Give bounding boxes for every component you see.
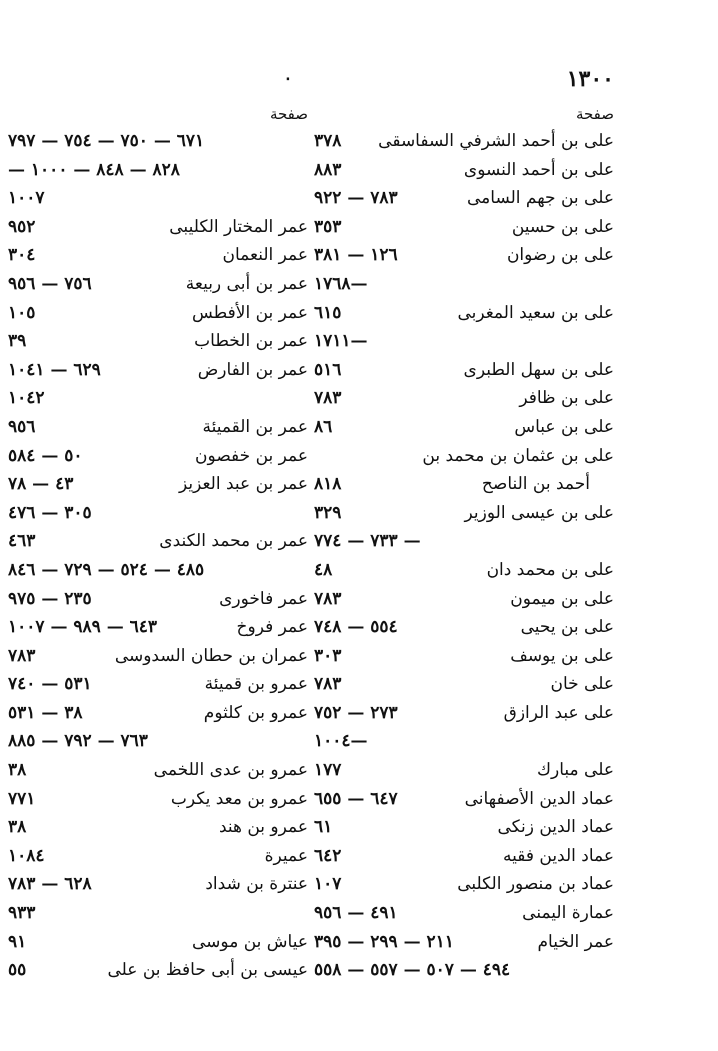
entry-pages: —١٠٠٤ xyxy=(314,731,368,752)
index-entry xyxy=(8,527,308,556)
index-entry xyxy=(314,299,614,328)
index-entry xyxy=(314,699,614,728)
index-entry xyxy=(314,613,614,642)
entry-pages: ٣٨ — ٥٣١ xyxy=(8,702,83,723)
index-entry xyxy=(314,384,614,413)
entry-pages: ٥٥ xyxy=(8,960,27,981)
entry-pages: ٧٨٣ — ٩٢٢ xyxy=(314,188,398,209)
index-entry xyxy=(314,756,614,785)
index-entry xyxy=(314,499,614,528)
entry-pages: ٨٨٣ xyxy=(314,159,342,180)
index-entry xyxy=(8,413,308,442)
index-entry xyxy=(8,184,308,213)
entry-pages: ٥٠ — ٥٨٤ xyxy=(8,445,83,466)
index-entry xyxy=(8,670,308,699)
index-entry xyxy=(8,642,308,671)
entry-pages: ٣٧٨ xyxy=(314,131,342,151)
entry-pages: ٧٥٦ — ٩٥٦ xyxy=(8,273,92,294)
index-entry xyxy=(314,184,614,213)
index-entry xyxy=(314,870,614,899)
entry-name: على بن سهل الطبرى xyxy=(463,359,614,380)
entry-pages: ٥٥٤ — ٧٤٨ xyxy=(314,617,398,638)
entry-pages: ١٠٨٤ xyxy=(8,845,45,866)
entry-name: عمر بن الخطاب xyxy=(194,331,308,352)
entry-name: عمرو بن معد يكرب xyxy=(170,788,308,809)
entry-pages: ٦١ xyxy=(314,817,333,838)
entry-pages: ٣٠٤ xyxy=(8,245,36,266)
page-mark: ٠ xyxy=(282,66,294,91)
index-entry xyxy=(8,384,308,413)
entry-pages: ٨٦ xyxy=(314,416,333,437)
index-entry xyxy=(314,327,614,356)
entry-name: على بن سعيد المغربى xyxy=(457,302,614,323)
entry-name: على بن أحمد النسوى xyxy=(463,159,614,180)
entry-pages: ٧٨٣ xyxy=(314,674,342,695)
entry-pages: ٤٦٣ xyxy=(8,531,36,552)
right-column-header: صفحة xyxy=(575,105,614,123)
entry-name: على مبارك xyxy=(537,760,614,781)
entry-name: على بن يحيى xyxy=(520,617,614,638)
entry-name: على بن حسين xyxy=(511,216,614,237)
index-entry xyxy=(314,270,614,299)
entry-name: عمران بن حطان السدوسى xyxy=(114,645,308,666)
entry-name: على عبد الرازق xyxy=(503,702,614,723)
index-entry xyxy=(314,585,614,614)
entry-name: على بن عيسى الوزير xyxy=(464,502,614,523)
index-entry xyxy=(314,127,614,156)
entry-name: عنترة بن شداد xyxy=(205,874,308,895)
entry-pages: ٥١٦ xyxy=(314,359,342,380)
left-column-lines xyxy=(8,127,308,985)
entry-name: عمر فروخ xyxy=(236,617,308,638)
entry-name: على بن أحمد الشرفي السفاسقى xyxy=(378,131,614,151)
index-entry xyxy=(8,270,308,299)
entry-pages: ٣٢٩ xyxy=(314,502,342,523)
entry-name: عمر بن خفصون xyxy=(195,445,308,466)
entry-name: عمر الخيام xyxy=(537,931,614,952)
index-entry xyxy=(8,756,308,785)
index-entry xyxy=(8,699,308,728)
entry-pages: ٩٥٢ xyxy=(8,216,36,237)
entry-pages: ٦٢٨ — ٧٨٣ xyxy=(8,874,92,895)
index-entry xyxy=(8,356,308,385)
entry-pages: ٣٨ xyxy=(8,817,27,838)
index-entry xyxy=(8,442,308,471)
entry-pages: ٦١٥ xyxy=(314,302,342,323)
index-entry xyxy=(314,899,614,928)
index-entry xyxy=(8,842,308,871)
right-column-lines xyxy=(314,127,614,985)
index-entry xyxy=(8,470,308,499)
page-number: ١٣٠٠ xyxy=(566,66,614,92)
entry-pages: ٣٠٥ — ٤٧٦ xyxy=(8,502,92,523)
index-entry xyxy=(314,241,614,270)
entry-name: عمر بن القميئة xyxy=(202,416,308,437)
entry-pages: ٦٤٣ — ٩٨٩ — ١٠٠٧ xyxy=(8,617,158,638)
left-column xyxy=(8,101,308,985)
entry-name: عمر المختار الكليبى xyxy=(169,216,308,237)
index-entry xyxy=(314,928,614,957)
entry-name: عمر بن أبى ربيعة xyxy=(185,273,308,294)
entry-name: على خان xyxy=(550,674,614,695)
index-entry xyxy=(8,928,308,957)
entry-name: على بن رضوان xyxy=(506,245,614,266)
index-entry xyxy=(314,813,614,842)
entry-pages: ٨١٨ xyxy=(314,474,342,495)
index-entry xyxy=(8,556,308,585)
entry-name: عمرو بن قميئة xyxy=(204,674,308,695)
index-entry xyxy=(314,442,614,471)
index-entry xyxy=(8,213,308,242)
entry-pages: ٢١١ — ٢٩٩ — ٣٩٥ xyxy=(314,931,454,952)
entry-pages: ٢٣٥ — ٩٧٥ xyxy=(8,588,92,609)
index-entry xyxy=(8,813,308,842)
index-entry xyxy=(8,327,308,356)
entry-name: عماد الدين فقيه xyxy=(503,845,614,866)
left-column-header: صفحة xyxy=(269,105,308,123)
entry-pages: ٨٢٨ — ٨٤٨ — ١٠٠٠ — xyxy=(8,159,180,180)
entry-pages: ٦٢٩ — ١٠٤١ xyxy=(8,359,101,380)
index-entry xyxy=(8,870,308,899)
entry-name: على بن جهم السامى xyxy=(466,188,614,209)
entry-pages: ٤٨٥ — ٥٢٤ — ٧٢٩ — ٨٤٦ xyxy=(8,559,205,580)
index-entry xyxy=(314,785,614,814)
entry-pages: ١٠٥ xyxy=(8,302,36,323)
entry-name: أحمد بن الناصح xyxy=(481,474,590,495)
entry-name: على بن عباس xyxy=(514,416,614,437)
entry-name: عمر بن الفارض xyxy=(197,359,308,380)
entry-name: عماد الدين الأصفهانى xyxy=(464,788,614,809)
entry-name: على بن عثمان بن محمد بن xyxy=(422,445,614,466)
entry-name: عمرو بن هند xyxy=(218,817,308,838)
entry-pages: ٤٣ — ٧٨ xyxy=(8,474,74,495)
entry-name: على بن محمد دان xyxy=(486,559,614,580)
entry-name: عمر بن الأفطس xyxy=(192,302,308,323)
entry-name: عماد بن منصور الكلبى xyxy=(457,874,614,895)
entry-pages: ٣٨ xyxy=(8,760,27,781)
entry-pages: ٣٩ xyxy=(8,331,27,352)
entry-name: عيسى بن أبى حافظ بن على xyxy=(107,960,308,981)
entry-pages: ٢٧٣ — ٧٥٢ xyxy=(314,702,398,723)
index-entry xyxy=(314,670,614,699)
entry-pages: ٧٨٣ xyxy=(8,645,36,666)
entry-name: عياش بن موسى xyxy=(192,931,308,952)
entry-name: عمر بن عبد العزيز xyxy=(178,474,308,495)
entry-pages: ٤٩٤ — ٥٠٧ — ٥٥٧ — ٥٥٨ xyxy=(314,960,511,981)
index-entry xyxy=(314,556,614,585)
entry-name: عميرة xyxy=(264,845,308,866)
entry-pages: ٤٩١ — ٩٥٦ xyxy=(314,903,398,924)
entry-pages: ٧٨٣ xyxy=(314,388,342,409)
entry-name: عمر النعمان xyxy=(222,245,308,266)
index-entry xyxy=(8,499,308,528)
index-entry xyxy=(314,413,614,442)
entry-pages: ٣٠٣ xyxy=(314,645,342,666)
entry-pages: ٧٨٣ xyxy=(314,588,342,609)
index-entry xyxy=(314,213,614,242)
entry-pages: ٩٣٣ xyxy=(8,903,36,924)
index-entry xyxy=(8,899,308,928)
index-entry xyxy=(314,156,614,185)
entry-pages: ٦٧١ — ٧٥٠ — ٧٥٤ — ٧٩٧ xyxy=(8,131,205,151)
index-entry xyxy=(8,241,308,270)
index-entry xyxy=(314,727,614,756)
index-entry xyxy=(8,956,308,985)
index-entry xyxy=(8,299,308,328)
entry-pages: ٩١ xyxy=(8,931,27,952)
entry-name: عمارة اليمنى xyxy=(522,903,614,924)
entry-name: عمر بن محمد الكندى xyxy=(159,531,308,552)
entry-pages: ٧٦٣ — ٧٩٢ — ٨٨٥ xyxy=(8,731,148,752)
index-entry xyxy=(314,642,614,671)
entry-pages: ١٢٦ — ٣٨١ xyxy=(314,245,398,266)
entry-pages: ٦٤٧ — ٦٥٥ xyxy=(314,788,398,809)
index-entry xyxy=(8,156,308,185)
entry-pages: ٧٧١ xyxy=(8,788,36,809)
entry-name: على بن ظافر xyxy=(519,388,614,409)
entry-pages: ٤٨ xyxy=(314,559,333,580)
entry-pages: ١٠٤٢ xyxy=(8,388,45,409)
entry-pages: ٩٥٦ xyxy=(8,416,36,437)
entry-pages: ٣٥٣ xyxy=(314,216,342,237)
entry-pages: ٦٤٢ xyxy=(314,845,342,866)
entry-pages: ٥٣١ — ٧٤٠ xyxy=(8,674,92,695)
right-column xyxy=(314,101,614,985)
index-entry xyxy=(314,356,614,385)
entry-name: عمرو بن كلثوم xyxy=(203,702,308,723)
index-entry xyxy=(8,585,308,614)
index-entry xyxy=(314,527,614,556)
entry-pages: ١٧٧ xyxy=(314,760,342,781)
index-entry xyxy=(8,613,308,642)
entry-pages: — ٧٣٣ — ٧٧٤ xyxy=(314,531,421,552)
entry-name: على بن يوسف xyxy=(510,645,614,666)
index-entry xyxy=(314,956,614,985)
entry-pages: —١٧٦٨ xyxy=(314,273,368,294)
index-entry xyxy=(314,842,614,871)
entry-name: عمرو بن عدى اللخمى xyxy=(153,760,308,781)
entry-name: عمر فاخورى xyxy=(219,588,308,609)
index-entry xyxy=(314,470,614,499)
entry-pages: —١٧١١ xyxy=(314,331,368,352)
index-entry xyxy=(8,785,308,814)
entry-name: على بن ميمون xyxy=(510,588,614,609)
index-entry xyxy=(8,727,308,756)
entry-name: عماد الدين زنكى xyxy=(497,817,614,838)
entry-pages: ١٠٧ xyxy=(314,874,342,895)
entry-pages: ١٠٠٧ xyxy=(8,188,45,209)
index-entry xyxy=(8,127,308,156)
